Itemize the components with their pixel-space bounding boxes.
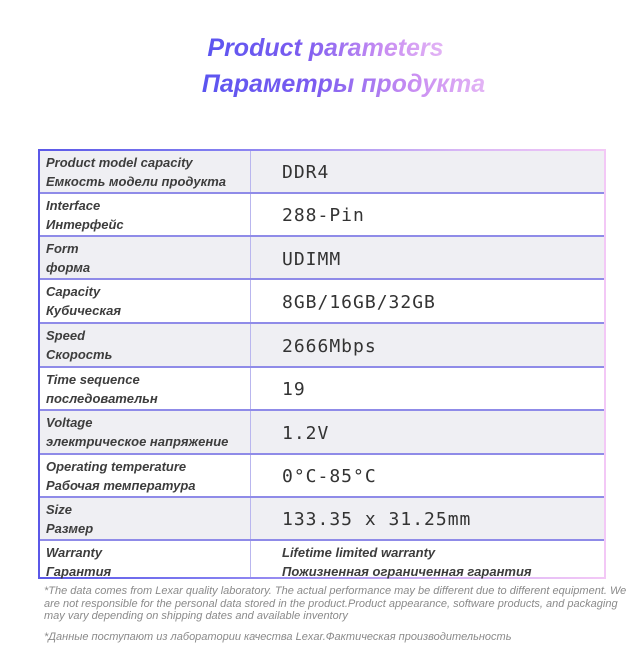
row-value: UDIMM xyxy=(282,249,342,270)
row-value: 0°C-85°C xyxy=(282,466,377,487)
row-label-ru: Интерфейс xyxy=(46,217,124,232)
footnotes xyxy=(44,585,629,643)
parameters-table xyxy=(38,149,606,579)
row-value: 2666Mbps xyxy=(282,336,377,357)
row-label xyxy=(46,543,250,581)
table-row xyxy=(40,368,604,411)
column-divider xyxy=(250,324,251,366)
row-label-en: Interface xyxy=(46,198,101,213)
row-label xyxy=(46,370,250,408)
row-value-ru: Пожизненная ограниченная гарантия xyxy=(282,564,532,579)
column-divider xyxy=(250,541,251,577)
column-divider xyxy=(250,280,251,322)
row-label xyxy=(46,153,250,191)
row-value-en: Lifetime limited warranty xyxy=(282,545,436,560)
row-label-ru: Кубическая xyxy=(46,303,122,318)
row-value: 1.2V xyxy=(282,423,330,444)
row-label-en: Capacity xyxy=(46,284,101,299)
row-value: 8GB/16GB/32GB xyxy=(282,292,436,313)
row-label xyxy=(46,282,250,320)
row-label xyxy=(46,326,250,364)
column-divider xyxy=(250,411,251,453)
row-label-ru: форма xyxy=(46,260,91,275)
table-row xyxy=(40,498,604,541)
column-divider xyxy=(250,455,251,496)
row-value: 19 xyxy=(282,379,306,400)
row-value: DDR4 xyxy=(282,162,330,183)
row-label-ru: Скорость xyxy=(46,347,113,362)
row-value: 133.35 x 31.25mm xyxy=(282,509,472,530)
row-label-en: Time sequence xyxy=(46,372,140,387)
table-row xyxy=(40,194,604,237)
column-divider xyxy=(250,237,251,278)
table-row xyxy=(40,237,604,280)
column-divider xyxy=(250,498,251,539)
row-value: 288-Pin xyxy=(282,205,365,226)
row-label xyxy=(46,457,250,495)
row-label xyxy=(46,500,250,538)
row-label-ru: Гарантия xyxy=(46,564,112,579)
row-label-en: Voltage xyxy=(46,415,93,430)
row-label xyxy=(46,239,250,277)
table-row xyxy=(40,411,604,455)
table-row xyxy=(40,324,604,368)
row-label-en: Warranty xyxy=(46,545,103,560)
heading xyxy=(0,30,641,102)
row-value xyxy=(282,543,532,581)
table-row xyxy=(40,151,604,194)
row-label-en: Operating temperature xyxy=(46,459,187,474)
column-divider xyxy=(250,194,251,235)
row-label xyxy=(46,196,250,234)
column-divider xyxy=(250,151,251,192)
row-label-en: Form xyxy=(46,241,79,256)
row-label-ru: Емкость модели продукта xyxy=(46,174,227,189)
row-label-en: Speed xyxy=(46,328,86,343)
table-row xyxy=(40,455,604,498)
column-divider xyxy=(250,368,251,409)
row-label-en: Product model capacity xyxy=(46,155,193,170)
row-label-en: Size xyxy=(46,502,73,517)
footnote-en: *The data comes from Lexar quality laboratory. The actual performance may be different due to different equipment. We are not responsible for the personal data stored in the product.Product appearance, software products, and packaging may vary depending on shipping dates and available inventory xyxy=(44,585,627,622)
heading-ru: Параметры продукта xyxy=(202,66,485,102)
row-label-ru: Размер xyxy=(46,521,94,536)
row-label-ru: последовательн xyxy=(46,391,158,406)
footnote-ru: *Данные поступают из лаборатории качества Lexar.Фактическая производительность xyxy=(44,630,512,643)
table-row xyxy=(40,280,604,324)
row-label-ru: электрическое напряжение xyxy=(46,434,229,449)
table-row xyxy=(40,541,604,577)
row-label-ru: Рабочая температура xyxy=(46,478,196,493)
row-label xyxy=(46,413,250,451)
heading-en: Product parameters xyxy=(207,30,443,66)
